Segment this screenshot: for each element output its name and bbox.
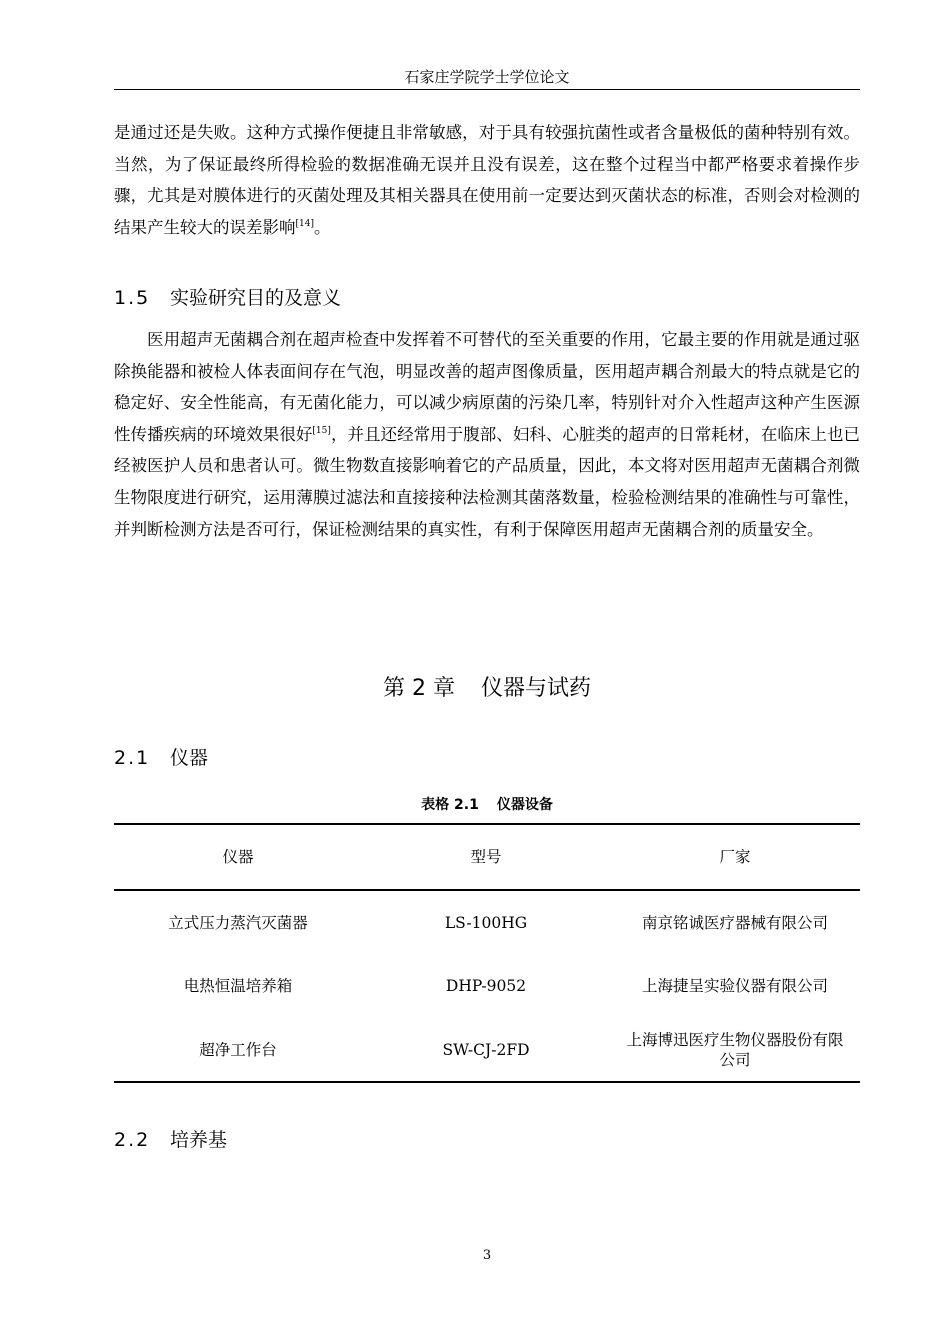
table-caption (114, 795, 860, 815)
model-cell: LS-100HG (444, 913, 528, 932)
paragraph-tail: ，并且还经常用于腹部、妇科、心脏类的超声的日常耗材，在临床上也已经被医护人员和患者认可。微生物数直接影响着它的产品质量，因此，本文将对医用超声无菌耦合剂微生物限度进行研究，运用薄膜过滤法和直接接种法检测其菌落数量，检验检测结果的准确性与可靠性，并判断检测方法是否可行，保证检测结果的真实性，有利于保障医用超声无菌耦合剂的质量安全。 (114, 424, 861, 539)
manufacturer-cell (610, 1018, 860, 1082)
section-number: 2.2 (114, 1129, 151, 1151)
table-row (114, 890, 860, 954)
paragraph-text: 是通过还是失败。这种方式操作便捷且非常敏感，对于具有较强抗菌性或者含量极低的菌种特别有效。当然，为了保证最终所得检验的数据准确无误并且没有误差，这在整个过程当中都严格要求着操作步骤，尤其是对膜体进行的灭菌处理及其相关器具在使用前一定要达到灭菌状态的标准，否则会对检测的结果产生较大的误差影响 (114, 123, 860, 237)
column-header-model: 型号 (362, 824, 610, 890)
table-header-row (114, 824, 860, 890)
manufacturer-text: 上海博迅医疗生物仪器股份有限公司 (626, 1030, 844, 1069)
instrument-cell: 电热恒温培养箱 (183, 977, 293, 995)
chapter-heading (114, 674, 860, 704)
section-title: 培养基 (170, 1129, 228, 1151)
citation-14: [14] (295, 218, 314, 229)
instrument-cell: 立式压力蒸汽灭菌器 (168, 913, 308, 932)
section-number: 1.5 (114, 287, 151, 309)
page-number: 3 (482, 1248, 492, 1263)
section-number: 2.1 (114, 747, 151, 769)
paragraph-tail: 。 (313, 217, 331, 237)
manufacturer-cell: 南京铭诚医疗器械有限公司 (641, 913, 828, 932)
running-header: 石家庄学院学士学位论文 (404, 68, 570, 86)
section-heading-1-5 (114, 285, 341, 311)
table-row (114, 1018, 860, 1082)
model-cell: DHP-9052 (445, 977, 527, 995)
column-header-manufacturer: 厂家 (610, 824, 860, 890)
section-title: 实验研究目的及意义 (170, 287, 342, 309)
model-cell: SW-CJ-2FD (362, 1018, 610, 1082)
paragraph-text: 医用超声无菌耦合剂在超声检查中发挥着不可替代的至关重要的作用，它最主要的作用就是通过驱除换能器和被检人体表面间存在气泡，明显改善的超声图像质量，医用超声耦合剂最大的特点就是它的稳定好、安全性能高，有无菌化能力，可以减少病原菌的污染几率，特别针对介入性超声这种产生医源性传播疾病的环境效果很好 (114, 330, 860, 444)
section-heading-2-1 (114, 745, 208, 771)
caption-number: 表格 2.1 (421, 797, 479, 813)
section-title: 仪器 (170, 747, 209, 769)
table-row (114, 954, 860, 1018)
instrument-table (114, 823, 860, 1083)
paragraph-intro-continuation (114, 117, 860, 243)
column-header-instrument: 仪器 (114, 824, 362, 890)
instrument-cell: 超净工作台 (114, 1018, 362, 1082)
section-heading-2-2 (114, 1127, 227, 1153)
caption-title: 仪器设备 (496, 797, 553, 813)
chapter-number: 第 2 章 (383, 676, 455, 701)
citation-15: [15] (312, 425, 331, 436)
manufacturer-cell: 上海捷呈实验仪器有限公司 (641, 977, 828, 995)
paragraph-purpose (114, 324, 860, 545)
chapter-title: 仪器与试药 (480, 676, 591, 701)
header-rule (114, 89, 860, 90)
